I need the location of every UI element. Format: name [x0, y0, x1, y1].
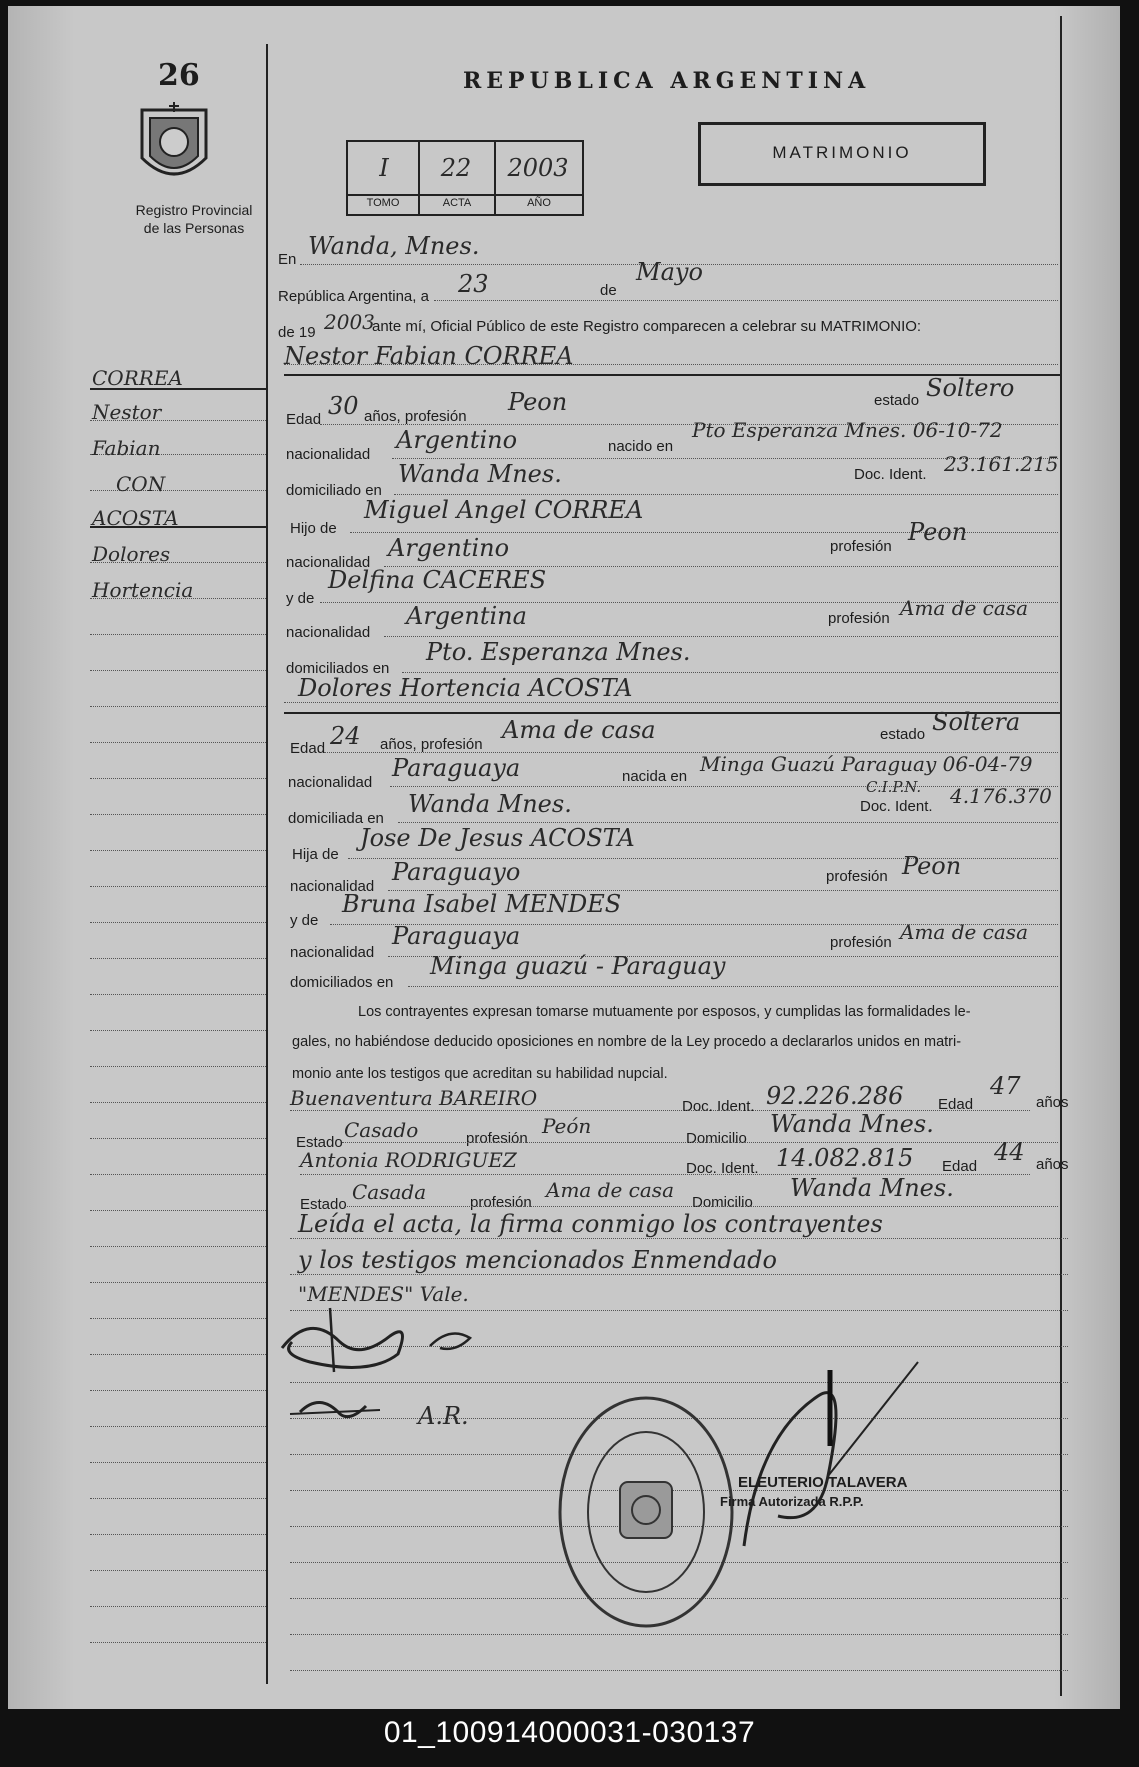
margin-name-2: Fabian: [92, 436, 161, 460]
closing-line-3: "MENDES" Vale.: [298, 1282, 469, 1306]
margin-divider: [266, 44, 268, 1684]
republica-label: República Argentina, a: [278, 288, 429, 305]
groom-residence: Wanda Mnes.: [398, 460, 562, 488]
official-title: Firma Autorizada R.P.P.: [720, 1494, 864, 1509]
declaration-line-3: monio ante los testigos que acreditan su habilidad nupcial.: [292, 1066, 668, 1082]
witness-1-age: 47: [990, 1072, 1021, 1100]
witness-2-name: Antonia RODRIGUEZ: [300, 1148, 517, 1172]
witness-1-residence: Wanda Mnes.: [770, 1110, 934, 1138]
month-value: Mayo: [636, 258, 703, 286]
margin-surname: CORREA: [92, 366, 183, 390]
registry-line-1: Registro Provincial: [135, 202, 253, 218]
year-value: 2003: [324, 310, 375, 334]
page-number: 26: [158, 58, 200, 93]
scan-file-id: 01_100914000031-030137: [383, 1716, 756, 1749]
bride-name: Dolores Hortencia ACOSTA: [298, 674, 633, 702]
bride-doc-number: 4.176.370: [950, 784, 1052, 808]
bride-birthplace-date: Minga Guazú Paraguay 06-04-79: [700, 752, 1033, 776]
groom-father-profession: Peon: [908, 518, 968, 546]
bride-parents-residence: Minga guazú - Paraguay: [430, 952, 726, 980]
witness-2-doc: 14.082.815: [776, 1144, 914, 1172]
witness-initials: A.R.: [418, 1402, 469, 1430]
witness-1-doc: 92.226.286: [766, 1082, 904, 1110]
tomo-acta-ano-box: [346, 140, 584, 216]
tomo-label: TOMO: [366, 197, 400, 209]
groom-doc-number: 23.161.215: [944, 452, 1059, 476]
country-title: REPUBLICA ARGENTINA: [463, 68, 871, 94]
closing-line-1: Leída el acta, la firma conmigo los contrayentes: [298, 1210, 883, 1238]
registry-round-stamp-icon: [554, 1392, 738, 1632]
bride-marital-status: Soltera: [932, 708, 1021, 736]
certificate-sheet: 26 Registro Provincial de las Personas REPUBLICA ARGENTINA I 22 2003 TOMO ACTA AÑO MATRIMONIO CORREA Nestor Fabian CON ACOSTA Dolores Hortencia En Wanda, Mnes. República Argentina, a 23 de Mayo de 19 2003 ante mí, Oficial Público de este Registro comparecen a celebrar su MATRIMONIO: Nestor Fabian CORREA Edad 30 años, profesión Peon estado Soltero nacionalidad Argentino nacido en Pto Esperanza Mnes. 06-10-72 domiciliado en Wanda Mnes. Doc. Ident. 23.161.215 Hijo de Miguel Angel CORREA nacionalidad Argentino profesión Peon y de Delfina CACERES nacionalidad Argentina profesión Ama de casa domiciliados en Pto. Esperanza Mnes. Dolores Hortencia ACOSTA Edad 24 años, profesión Ama de casa estado Soltera nacionalidad Paraguaya nacida en Minga Guazú Paraguay 06-04-79 C.I.P.N. domiciliada en Wanda Mnes. Doc. Ident. 4.176.370 Hija de Jose De Jesus ACOSTA nacionalidad Paraguayo profesión Peon y de Bruna Isabel MENDES nacionalidad Paraguaya profesión Ama de casa domiciliados en Minga guazú - Paraguay Los contrayentes expresan tomarse mutuamente por esposos, y cumplidas las formalidades le- gales, no habiéndose deducido oposiciones en nombre de la Ley procedo a declararlos unidos en matri- monio ante los testigos que acreditan su habilidad nupcial. Buenaventura BAREIRO Doc. Ident. 92.226.286 Edad 47 años Estado Casado profesión Peón Domicilio Wanda Mnes. Antonia RODRIGUEZ Doc. Ident. 14.082.815 Edad 44 años Estado Casada profesión Ama de casa Domicilio Wanda Mnes. Leída el acta, la firma conmigo los contrayentes y los testigos mencionados Enmendado "MENDES" Vale. A.R. ELEUTERIO TALAVERA Firma Autorizada R.P.P.: [8, 6, 1120, 1709]
groom-mother-name: Delfina CACERES: [328, 566, 547, 594]
groom-age: 30: [328, 392, 359, 420]
groom-birthplace-date: Pto Esperanza Mnes. 06-10-72: [692, 418, 1003, 442]
bride-mother-profession: Ama de casa: [900, 920, 1028, 944]
intro-statement: ante mí, Oficial Público de este Registro comparecen a celebrar su MATRIMONIO:: [372, 318, 922, 335]
groom-nationality: Argentino: [396, 426, 518, 454]
act-type-box: [698, 122, 986, 186]
groom-name: Nestor Fabian CORREA: [284, 342, 574, 370]
declaration-line-2: gales, no habiéndose deducido oposiciones en nombre de la Ley procedo a declararlos unidos en matri-: [292, 1034, 962, 1050]
year-prefix: de 19: [278, 324, 316, 341]
ano-label: AÑO: [527, 197, 551, 209]
groom-mother-profession: Ama de casa: [900, 596, 1028, 620]
acta-label: ACTA: [442, 197, 472, 209]
margin-con: CON: [116, 472, 166, 496]
bride-age: 24: [330, 722, 361, 750]
groom-marital-status: Soltero: [926, 374, 1015, 402]
day-value: 23: [458, 270, 489, 298]
ano-value: 2003: [507, 154, 569, 182]
official-signature: [738, 1356, 938, 1556]
bride-father-profession: Peon: [902, 852, 962, 880]
closing-line-2: y los testigos mencionados Enmendado: [298, 1246, 777, 1274]
groom-mother-nationality: Argentina: [406, 602, 527, 630]
groom-parents-residence: Pto. Esperanza Mnes.: [426, 638, 691, 666]
margin-bride-name-2: Hortencia: [92, 578, 194, 602]
bride-father-nationality: Paraguayo: [392, 858, 521, 886]
bride-doc-type: C.I.P.N.: [866, 778, 922, 796]
margin-bride-name-1: Dolores: [92, 542, 171, 566]
groom-profession: Peon: [508, 388, 568, 416]
witness-1-name: Buenaventura BAREIRO: [290, 1086, 538, 1110]
act-type: MATRIMONIO: [772, 143, 912, 162]
bride-father-name: Jose De Jesus ACOSTA: [360, 824, 635, 852]
de-label: de: [600, 282, 617, 299]
witness-2-marital-status: Casada: [352, 1180, 427, 1204]
registry-line-2: de las Personas: [143, 220, 245, 236]
tomo-value: I: [379, 154, 389, 182]
bride-mother-name: Bruna Isabel MENDES: [342, 890, 622, 918]
bride-nationality: Paraguaya: [392, 754, 521, 782]
right-border: [1060, 16, 1062, 1696]
signature-scribbles: [270, 1302, 510, 1462]
acta-value: 22: [440, 154, 472, 182]
witness-2-age: 44: [994, 1138, 1025, 1166]
witness-2-residence: Wanda Mnes.: [790, 1174, 954, 1202]
bride-mother-nationality: Paraguaya: [392, 922, 521, 950]
witness-1-marital-status: Casado: [344, 1118, 419, 1142]
en-label: En: [278, 251, 297, 268]
place-value: Wanda, Mnes.: [308, 232, 480, 260]
province-seal-icon: [132, 100, 216, 192]
margin-bride-surname: ACOSTA: [92, 506, 179, 530]
bride-profession: Ama de casa: [502, 716, 656, 744]
witness-1-profession: Peón: [542, 1114, 592, 1138]
witness-2-profession: Ama de casa: [546, 1178, 674, 1202]
margin-name-1: Nestor: [92, 400, 162, 424]
groom-father-nationality: Argentino: [388, 534, 510, 562]
official-name: ELEUTERIO TALAVERA: [738, 1474, 908, 1491]
groom-father-name: Miguel Angel CORREA: [364, 496, 644, 524]
declaration-line-1: Los contrayentes expresan tomarse mutuamente por esposos, y cumplidas las formalidades le-: [358, 1004, 971, 1020]
bride-residence: Wanda Mnes.: [408, 790, 572, 818]
